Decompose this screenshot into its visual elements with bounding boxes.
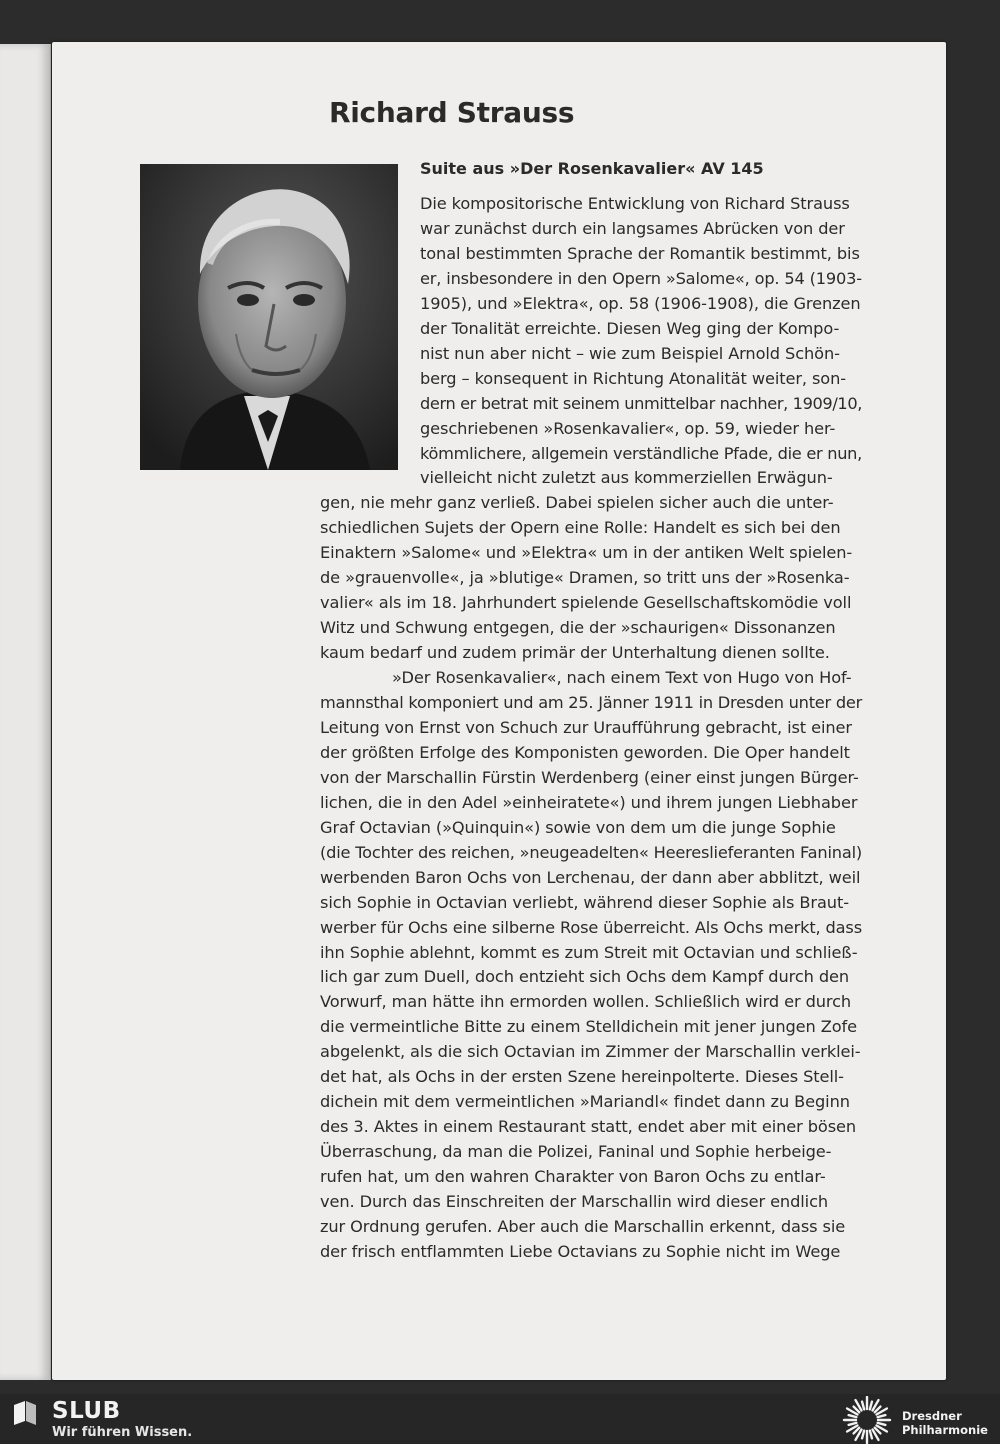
- sunburst-ray: [878, 1423, 886, 1425]
- composer-portrait: [140, 164, 398, 470]
- body-line: kaum bedarf und zudem primär der Unterhaltung dienen sollte.: [320, 643, 830, 663]
- facing-page-edge: [0, 44, 51, 1380]
- body-line: geschriebenen »Rosenkavalier«, op. 59, wieder her-: [420, 418, 836, 438]
- body-line: Witz und Schwung entgegen, die der »schaurigen« Dissonanzen: [320, 618, 836, 638]
- document-page: [52, 42, 946, 1380]
- library-name: SLUB: [52, 1398, 121, 1424]
- body-line: (die Tochter des reichen, »neugeadelten« Heereslieferanten Faninal): [320, 842, 862, 862]
- sunburst-ray: [849, 1423, 857, 1425]
- body-line: des 3. Aktes in einem Restaurant statt, endet aber mit einer bösen: [320, 1117, 857, 1137]
- body-line: Die kompositorische Entwicklung von Richard Strauss: [420, 194, 850, 213]
- body-line: der frisch entflammten Liebe Octavians zu Sophie nicht im Wege: [320, 1241, 841, 1261]
- body-line: nist nun aber nicht – wie zum Beispiel Arnold Schön-: [420, 343, 840, 363]
- body-line: tonal bestimmten Sprache der Romantik bestimmt, bis: [420, 243, 860, 263]
- body-line: er, insbesondere in den Opern »Salome«, op. 54 (1903-: [420, 268, 862, 288]
- body-line: die vermeintliche Bitte zu einem Stelldichein mit jener jungen Zofe: [320, 1017, 857, 1037]
- body-line: der Tonalität erreichte. Diesen Weg ging der Kompo-: [420, 318, 840, 338]
- body-line: werber für Ochs eine silberne Rose überreicht. Als Ochs merkt, dass: [320, 917, 862, 937]
- sunburst-logo-icon: [842, 1396, 892, 1444]
- body-line: ihn Sophie ablehnt, kommt es zum Streit mit Octavian und schließ-: [320, 942, 858, 962]
- body-line: dichein mit dem vermeintlichen »Mariandl« findet dann zu Beginn: [320, 1092, 850, 1112]
- body-line: berg – konsequent in Richtung Atonalität weiter, son-: [420, 368, 847, 388]
- body-line: Vorwurf, man hätte ihn ermorden wollen. Schließlich wird er durch: [320, 992, 852, 1012]
- body-line: dern er betrat mit seinem unmittelbar nachher, 1909/10,: [420, 393, 862, 413]
- body-line: 1905), und »Elektra«, op. 58 (1906-1908), die Grenzen: [420, 293, 861, 313]
- slub-book-icon: [12, 1401, 38, 1425]
- library-tagline: Wir führen Wissen.: [52, 1425, 193, 1440]
- body-line: zur Ordnung gerufen. Aber auch die Marschallin erkennt, dass sie: [320, 1216, 846, 1236]
- section-subtitle: Suite aus »Der Rosenkavalier« AV 145: [420, 159, 764, 178]
- body-line: lich gar zum Duell, doch entzieht sich Ochs dem Kampf durch den: [320, 967, 850, 987]
- body-line: kömmlichere, allgemein verständliche Pfade, die er nun,: [420, 443, 862, 463]
- body-line: gen, nie mehr ganz verließ. Dabei spielen sicher auch die unter-: [320, 493, 834, 513]
- body-line: von der Marschallin Fürstin Werdenberg (einer einst jungen Bürger-: [320, 767, 859, 787]
- sunburst-ray: [862, 1431, 864, 1439]
- body-line: Leitung von Ernst von Schuch zur Uraufführung gebracht, ist einer: [320, 717, 852, 737]
- body-line: de »grauenvolle«, ja »blutige« Dramen, so tritt uns der »Rosenka-: [320, 568, 850, 588]
- body-line: vielleicht nicht zuletzt aus kommerziellen Erwägun-: [420, 468, 833, 488]
- body-line: mannsthal komponiert und am 25. Jänner 1911 in Dresden unter der: [320, 693, 862, 712]
- body-line: Überraschung, da man die Polizei, Faninal und Sophie herbeige-: [320, 1142, 832, 1162]
- page-title: Richard Strauss: [329, 96, 575, 129]
- body-line: rufen hat, um den wahren Charakter von Baron Ochs zu entlar-: [320, 1167, 826, 1187]
- sunburst-ray: [870, 1431, 872, 1439]
- body-line: war zunächst durch ein langsames Abrücken von der: [420, 218, 845, 238]
- body-line: abgelenkt, als die sich Octavian im Zimmer der Marschallin verklei-: [320, 1042, 861, 1062]
- body-line: ven. Durch das Einschreiten der Marschallin wird dieser endlich: [320, 1192, 829, 1211]
- sunburst-ray: [870, 1402, 872, 1410]
- partner-name-line2: Philharmonie: [902, 1423, 988, 1437]
- body-line: lichen, die in den Adel »einheiratete«) und ihrem jungen Liebhaber: [320, 792, 858, 812]
- partner-name-line1: Dresdner: [902, 1409, 962, 1423]
- sunburst-ray: [862, 1402, 864, 1410]
- body-line: Einaktern »Salome« und »Elektra« um in der antiken Welt spielen-: [320, 543, 853, 563]
- body-line: werbenden Baron Ochs von Lerchenau, der dann aber abblitzt, weil: [320, 867, 861, 887]
- body-line: valier« als im 18. Jahrhundert spielende Gesellschaftskomödie voll: [320, 593, 852, 613]
- body-line: Graf Octavian (»Quinquin«) sowie von dem um die junge Sophie: [320, 817, 836, 837]
- body-line: sich Sophie in Octavian verliebt, während dieser Sophie als Braut-: [320, 892, 849, 912]
- body-line: det hat, als Ochs in der ersten Szene hereinpolterte. Dieses Stell-: [320, 1067, 844, 1087]
- sunburst-ray: [878, 1415, 886, 1417]
- body-line: »Der Rosenkavalier«, nach einem Text von Hugo von Hof-: [392, 668, 852, 688]
- body-line: schiedlichen Sujets der Opern eine Rolle: Handelt es sich bei den: [320, 518, 841, 538]
- sunburst-ray: [849, 1415, 857, 1417]
- body-line: der größten Erfolge des Komponisten geworden. Die Oper handelt: [320, 742, 850, 762]
